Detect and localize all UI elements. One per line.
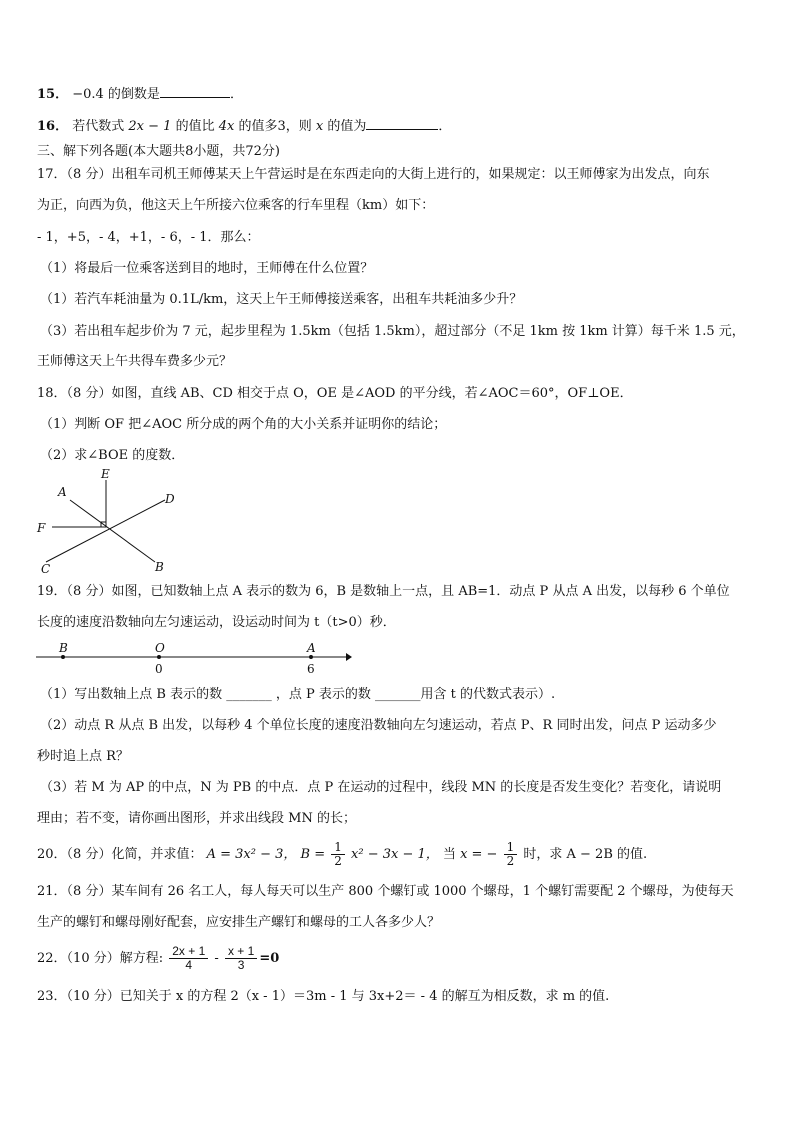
answer-blank-15[interactable] bbox=[160, 84, 230, 98]
label-b: B bbox=[155, 560, 164, 574]
question-19-line-1: 19．（8 分）如图，已知数轴上点 A 表示的数为 6，B 是数轴上一点，且 AB=1．动点 P 从点 A 出发，以每秒 6 个单位 bbox=[37, 584, 730, 599]
question-18-line-1: 18．（8 分）如图，直线 AB、CD 相交于点 O，OE 是∠AOD 的平分线，若∠AOC＝60°，OF⊥OE． bbox=[37, 386, 633, 401]
fraction-one-half-b bbox=[331, 841, 345, 868]
question-17-line-2: 为正，向西为负，他这天上午所接六位乘客的行车里程（km）如下： bbox=[37, 198, 435, 213]
minus-sign: - bbox=[214, 951, 219, 966]
question-17-part-3-cont: 王师傅这天上午共得车费多少元？ bbox=[37, 354, 233, 369]
equals-zero: =0 bbox=[259, 951, 280, 966]
question-20 bbox=[37, 840, 647, 870]
question-16-text-b: 的值比 bbox=[175, 119, 215, 134]
fraction-numerator: 1 bbox=[504, 841, 518, 855]
question-15-number: 15． bbox=[37, 87, 69, 102]
label-d: D bbox=[165, 492, 175, 506]
point-b bbox=[61, 655, 65, 659]
label-f: F bbox=[37, 521, 46, 535]
question-22-prefix: 22．（10 分）解方程: bbox=[37, 951, 164, 966]
label-c: C bbox=[41, 562, 51, 576]
section-3-heading: 三、解下列各题(本大题共8小题，共72分) bbox=[37, 144, 280, 159]
number-line-arrow bbox=[346, 653, 352, 661]
fraction-denominator: 4 bbox=[185, 958, 193, 972]
expression-b-lhs: B = bbox=[300, 847, 326, 862]
fraction-2x-plus-1-over-4 bbox=[169, 945, 208, 972]
expression-2x-minus-1: 2x − 1 bbox=[128, 119, 172, 134]
line-ab bbox=[70, 500, 155, 562]
fraction-numerator: 2x + 1 bbox=[169, 945, 208, 959]
question-22 bbox=[37, 944, 279, 974]
question-19-part-2-cont: 秒时追上点 R？ bbox=[37, 749, 129, 764]
question-15-text: −0.4 的倒数是 bbox=[72, 87, 160, 102]
question-19-part-3-cont: 理由；若不变，请你画出图形，并求出线段 MN 的长； bbox=[37, 811, 356, 826]
question-16-end: ． bbox=[438, 119, 452, 134]
point-a bbox=[309, 655, 313, 659]
expression-a: A = 3x² − 3， bbox=[206, 847, 297, 862]
question-16-text-c: 的值多3，则 bbox=[238, 119, 312, 134]
question-18-part-1: （1）判断 OF 把∠AOC 所分成的两个角的大小关系并证明你的结论； bbox=[40, 417, 447, 432]
x-value-prefix: x = − bbox=[460, 847, 498, 862]
fraction-numerator: x + 1 bbox=[225, 945, 257, 959]
fraction-numerator: 1 bbox=[331, 841, 345, 855]
fraction-x-plus-1-over-3 bbox=[225, 945, 257, 972]
label-e: E bbox=[101, 467, 110, 481]
question-20-prefix: 20．（8 分）化简，并求值： bbox=[37, 847, 203, 862]
label-point-o: O bbox=[155, 641, 165, 655]
question-17-part-3: （3）若出租车起步价为 7 元，起步里程为 1.5km（包括 1.5km），超过部分（不足 1km 按 1km 计算）每千米 1.5 元， bbox=[40, 324, 745, 339]
fraction-denominator: 2 bbox=[506, 854, 515, 868]
question-17-data: - 1，+5，- 4，+1，- 6，- 1．那么： bbox=[37, 230, 260, 245]
question-17-part-1: （1）将最后一位乘客送到目的地时，王师傅在什么位置？ bbox=[40, 261, 374, 276]
question-19-part-3: （3）若 M 为 AP 的中点，N 为 PB 的中点．点 P 在运动的过程中，线段 MN 的长度是否发生变化？若变化，请说明 bbox=[40, 780, 722, 795]
fraction-denominator: 3 bbox=[237, 958, 245, 972]
label-a: A bbox=[58, 485, 67, 499]
question-19-part-2: （2）动点 R 从点 B 出发，以每秒 4 个单位长度的速度沿数轴向左匀速运动，若点 P、R 同时出发，问点 P 运动多少 bbox=[40, 718, 717, 733]
question-21-line-2: 生产的螺钉和螺母刚好配套，应安排生产螺钉和螺母的工人各多少人？ bbox=[37, 915, 441, 930]
question-16-text-d: 的值为 bbox=[327, 119, 367, 134]
question-20-tail: 时，求 A − 2B 的值. bbox=[523, 847, 648, 862]
question-19-line-2: 长度的速度沿数轴向左匀速运动，设运动时间为 t（t>0）秒． bbox=[37, 615, 396, 630]
question-20-when: 当 bbox=[442, 847, 456, 862]
question-16-text-a: 若代数式 bbox=[72, 119, 125, 134]
number-line bbox=[34, 640, 354, 678]
answer-blank-16[interactable] bbox=[366, 116, 438, 130]
question-17-part-2: （1）若汽车耗油量为 0.1L/km，这天上午王师傅接送乘客，出租车共耗油多少升？ bbox=[40, 292, 523, 307]
question-17-line-1: 17．（8 分）出租车司机王师傅某天上午营运时是在东西走向的大街上进行的，如果规定：以王师傅家为出发点，向东 bbox=[37, 167, 710, 182]
expression-b-rest: x² − 3x − 1， bbox=[351, 847, 439, 862]
expression-4x: 4x bbox=[218, 119, 235, 134]
question-15-end: ． bbox=[229, 87, 243, 102]
question-19-part-1: （1）写出数轴上点 B 表示的数 _______ ，点 P 表示的数 _______用含 t 的代数式表示）. bbox=[40, 687, 556, 702]
question-21-line-1: 21．（8 分）某车间有 26 名工人，每人每天可以生产 800 个螺钉或 1000 个螺母，1 个螺钉需要配 2 个螺母，为使每天 bbox=[37, 884, 734, 899]
question-16-number: 16． bbox=[37, 119, 69, 134]
tick-label-6: 6 bbox=[307, 662, 315, 676]
question-16 bbox=[37, 116, 451, 136]
label-point-a: A bbox=[307, 641, 316, 655]
angle-figure bbox=[30, 465, 190, 577]
label-point-b: B bbox=[59, 641, 68, 655]
question-23: 23．（10 分）已知关于 x 的方程 2（x - 1）＝3m - 1 与 3x+2＝ - 4 的解互为相反数，求 m 的值. bbox=[37, 989, 610, 1004]
variable-x: x bbox=[315, 119, 324, 134]
fraction-one-half-x bbox=[504, 841, 518, 868]
question-15 bbox=[37, 84, 243, 104]
question-18-part-2: （2）求∠BOE 的度数． bbox=[40, 448, 185, 463]
fraction-denominator: 2 bbox=[334, 854, 342, 868]
point-o bbox=[157, 655, 161, 659]
tick-label-0: 0 bbox=[155, 662, 163, 676]
